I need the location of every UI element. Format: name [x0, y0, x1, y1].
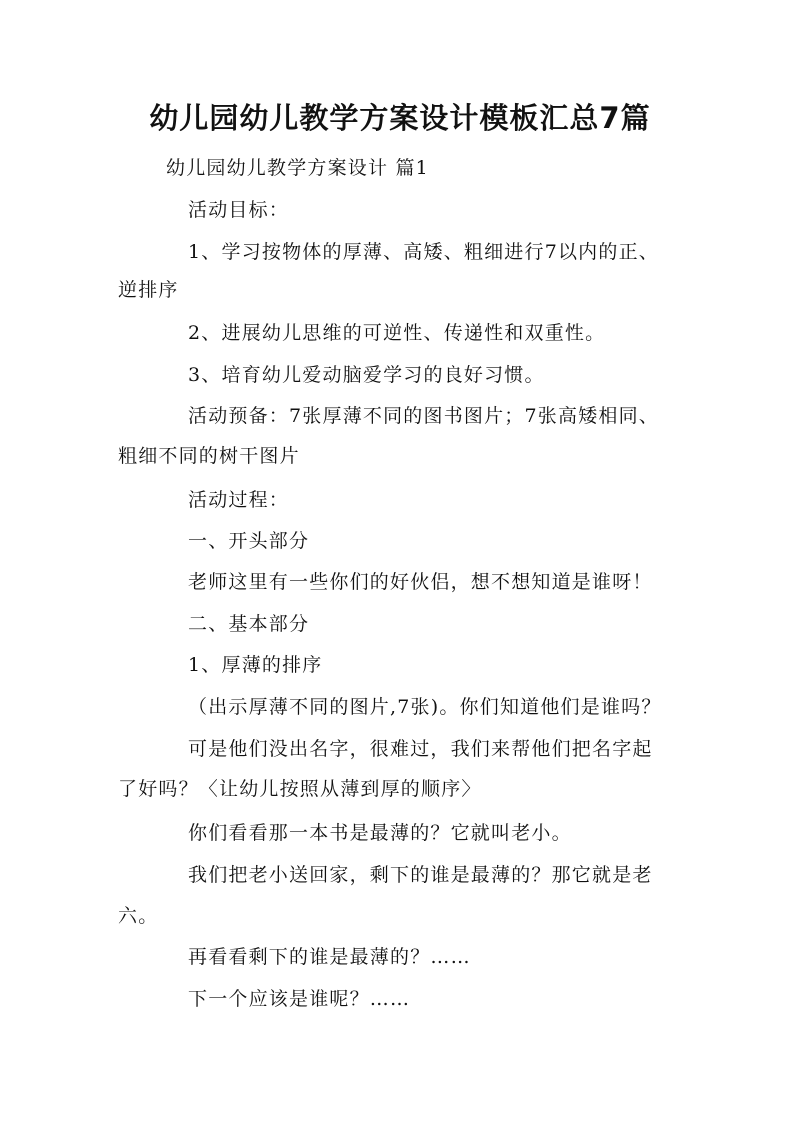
- paragraph-line: 六。: [118, 905, 159, 927]
- paragraph-line: 一、开头部分: [188, 530, 310, 552]
- paragraph-line: 活动预备：7张厚薄不同的图书图片；7张高矮相同、: [188, 405, 659, 427]
- paragraph-line: 2、进展幼儿思维的可逆性、传递性和双重性。: [188, 322, 606, 344]
- paragraph-line: 下一个应该是谁呢？……: [188, 988, 411, 1010]
- paragraph-line: 再看看剩下的谁是最薄的？……: [188, 946, 471, 968]
- paragraph-line: 你们看看那一本书是最薄的？它就叫老小。: [188, 822, 572, 844]
- paragraph-line: 可是他们没出名字，很难过，我们来帮他们把名字起: [188, 738, 653, 760]
- paragraph-line: 1、学习按物体的厚薄、高矮、粗细进行7以内的正、: [188, 241, 659, 263]
- paragraph-line: 逆排序: [118, 279, 179, 301]
- document-title: 幼儿园幼儿教学方案设计模板汇总7篇: [149, 101, 651, 135]
- paragraph-line: 二、基本部分: [188, 613, 310, 635]
- paragraph-line: 活动过程：: [188, 489, 290, 511]
- paragraph-line: 了好吗？〈让幼儿按照从薄到厚的顺序〉: [118, 778, 482, 800]
- paragraph-line: 粗细不同的树干图片: [118, 445, 300, 467]
- paragraph-line: 老师这里有一些你们的好伙侣，想不想知道是谁呀！: [188, 571, 653, 593]
- paragraph-line: 我们把老小送回家，剩下的谁是最薄的？那它就是老: [188, 864, 653, 886]
- section-heading: 幼儿园幼儿教学方案设计 篇1: [166, 157, 429, 179]
- paragraph-line: 3、培育幼儿爱动脑爱学习的良好习惯。: [188, 364, 545, 386]
- paragraph-line: 活动目标：: [188, 199, 290, 221]
- paragraph-line: （出示厚薄不同的图片,7张)。你们知道他们是谁吗？: [188, 696, 662, 718]
- paragraph-line: 1、厚薄的排序: [188, 654, 323, 676]
